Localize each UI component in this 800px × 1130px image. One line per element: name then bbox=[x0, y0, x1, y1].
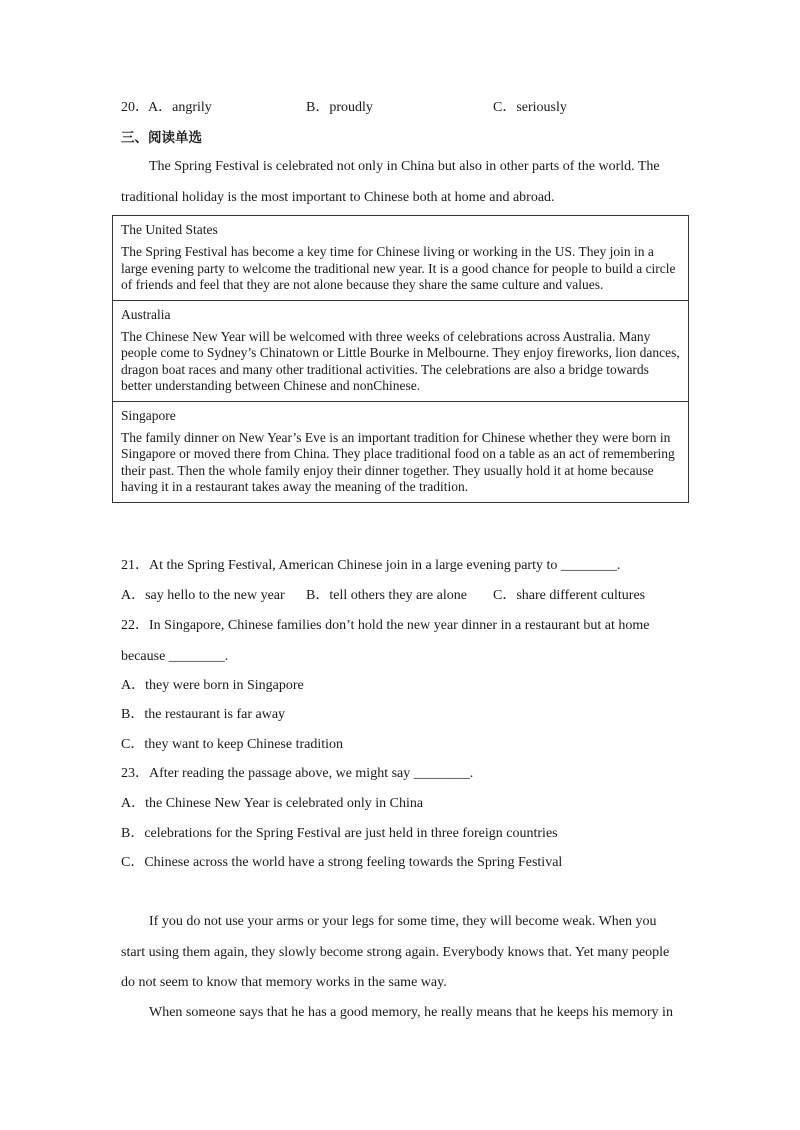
question-22-option-b: B．the restaurant is far away bbox=[121, 707, 286, 722]
question-23-option-a: A．the Chinese New Year is celebrated only in China bbox=[121, 796, 424, 811]
section-heading: 三、阅读单选 bbox=[121, 130, 202, 146]
question-23-option-c: C．Chinese across the world have a strong feeling towards the Spring Festival bbox=[121, 855, 563, 870]
question-21-option-a: A．say hello to the new year bbox=[121, 588, 285, 603]
question-21-stem: 21．At the Spring Festival, American Chinese join in a large evening party to ________. bbox=[121, 558, 621, 573]
question-22-option-c: C．they want to keep Chinese tradition bbox=[121, 737, 344, 752]
row-title: The United States bbox=[121, 222, 218, 237]
question-22-stem-line2: because ________. bbox=[121, 649, 229, 664]
row-body: The Spring Festival has become a key time for Chinese living or working in the US. They join in a large evening party to welcome the traditional new year. It is a good chance for people to build a circle of friends and feel that they are not alone because they share the same culture and values. bbox=[121, 244, 676, 292]
passage2-line1: If you do not use your arms or your legs for some time, they will become weak. When you bbox=[149, 914, 657, 929]
row-title: Singapore bbox=[121, 407, 176, 423]
info-table bbox=[112, 215, 689, 503]
table-row-australia bbox=[113, 301, 688, 402]
question-22-stem-line1: 22．In Singapore, Chinese families don’t hold the new year dinner in a restaurant but at home bbox=[121, 618, 650, 633]
passage2-line2: start using them again, they slowly become strong again. Everybody knows that. Yet many people bbox=[121, 945, 670, 960]
option-b: B．proudly bbox=[306, 100, 373, 115]
question-22-option-a: A．they were born in Singapore bbox=[121, 678, 304, 693]
question-21-option-b: B．tell others they are alone bbox=[306, 588, 467, 603]
question-21-option-c: C．share different cultures bbox=[493, 588, 646, 603]
row-title: Australia bbox=[121, 306, 171, 322]
option-a: A．angrily bbox=[148, 100, 212, 115]
row-body: The Chinese New Year will be welcomed with three weeks of celebrations across Australia. Many people come to Sydney’s Chinatown or Little Bourke in Melbourne. They enjoy fireworks, lion dances, dragon boat races and many other traditional activities. The celebrations are also a bridge towards better understanding between Chinese and nonChinese. bbox=[121, 328, 680, 393]
question-23-stem: 23．After reading the passage above, we might say ________. bbox=[121, 766, 474, 781]
passage2-line3: do not seem to know that memory works in the same way. bbox=[121, 975, 447, 990]
passage1-intro-line1: The Spring Festival is celebrated not only in China but also in other parts of the world. The bbox=[149, 159, 660, 174]
row-body: The family dinner on New Year’s Eve is an important tradition for Chinese whether they were born in Singapore or moved there from China. They place traditional food on a table as an act of remembering their past. Then the whole family enjoy their dinner together. They usually hold it at home because having it in a restaurant takes away the meaning of the tradition. bbox=[121, 429, 675, 494]
table-row-united-states bbox=[113, 216, 688, 301]
question-number: 20． bbox=[121, 100, 149, 115]
passage1-intro-line2: traditional holiday is the most important to Chinese both at home and abroad. bbox=[121, 190, 555, 205]
passage2-line4: When someone says that he has a good memory, he really means that he keeps his memory in bbox=[149, 1005, 673, 1020]
question-23-option-b: B．celebrations for the Spring Festival are just held in three foreign countries bbox=[121, 826, 558, 841]
option-c: C．seriously bbox=[493, 100, 567, 115]
table-row-singapore bbox=[113, 402, 688, 502]
